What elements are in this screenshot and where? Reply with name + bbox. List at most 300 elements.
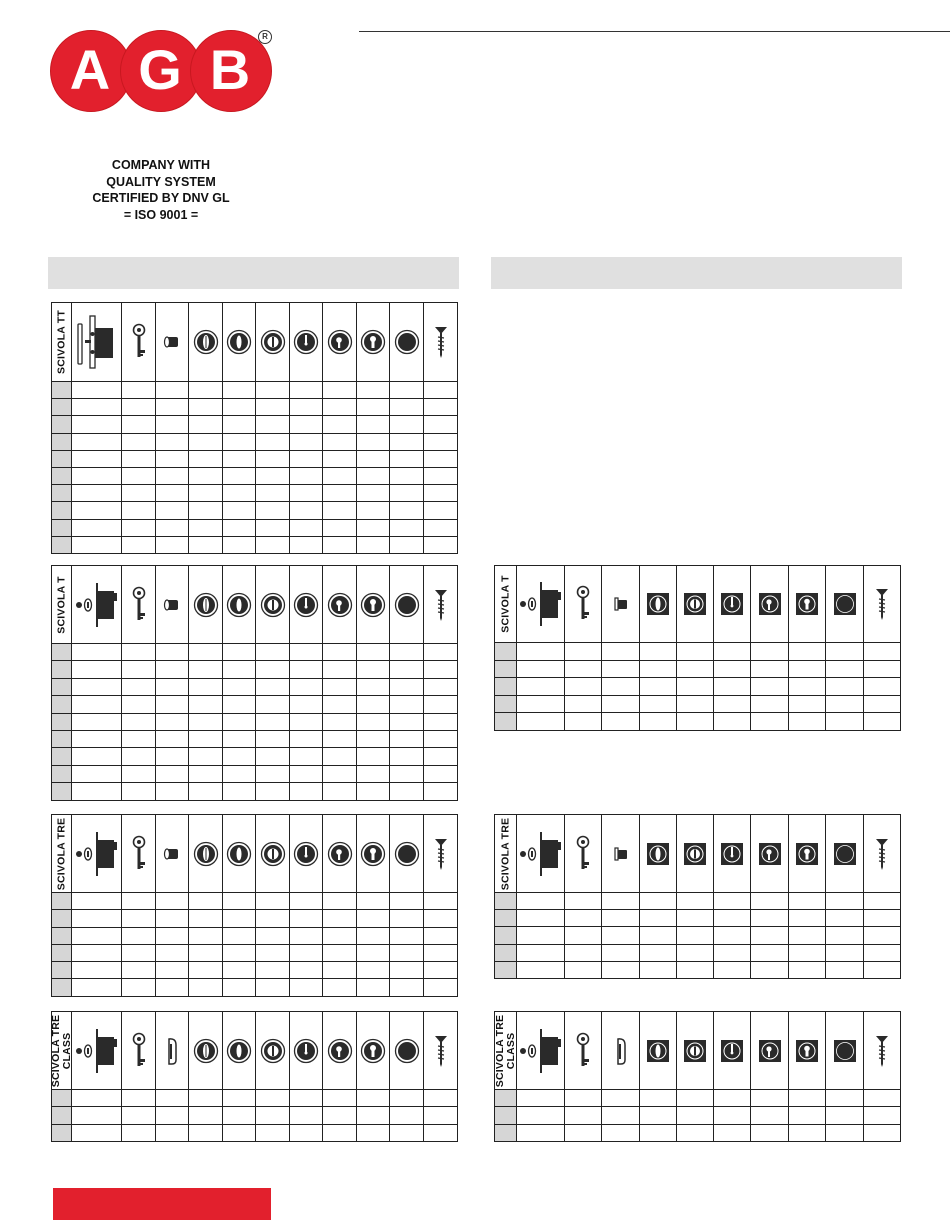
table-cell <box>714 1107 751 1124</box>
table-cell <box>189 1124 223 1141</box>
table-cell <box>72 962 122 979</box>
table-cell <box>323 450 357 467</box>
table-row <box>52 399 458 416</box>
table-cell <box>256 416 290 433</box>
table-cell <box>602 1124 640 1141</box>
table-cell <box>357 979 390 996</box>
table-cell <box>517 893 565 910</box>
right-section-band <box>491 257 902 289</box>
table-cell <box>424 1124 458 1141</box>
table-row <box>52 730 458 747</box>
table-header-row <box>52 303 458 382</box>
table-cell <box>826 660 864 678</box>
table-cell <box>424 1090 458 1107</box>
table-cell <box>223 944 256 961</box>
table-cell <box>424 730 458 747</box>
table-cell <box>323 944 357 961</box>
table-cell <box>357 382 390 399</box>
table-cell <box>256 644 290 661</box>
table-cell <box>357 485 390 502</box>
table-cell <box>677 910 714 927</box>
table-cell <box>864 1090 901 1107</box>
row-marker-cell <box>52 502 72 519</box>
table-cell <box>323 678 357 695</box>
table-cell <box>424 893 458 910</box>
table-cell <box>189 382 223 399</box>
table-cell <box>826 927 864 944</box>
table-cell <box>323 713 357 730</box>
table-cell <box>826 893 864 910</box>
table-cell <box>156 450 189 467</box>
table-cell <box>290 678 323 695</box>
row-marker-cell <box>52 748 72 765</box>
table-cell <box>357 644 390 661</box>
table-cell <box>390 944 424 961</box>
table-row <box>495 660 901 678</box>
cert-line: QUALITY SYSTEM <box>106 174 216 189</box>
table-cell <box>256 783 290 800</box>
table-cell <box>323 467 357 484</box>
row-marker-cell <box>495 961 517 978</box>
table-cell <box>156 696 189 713</box>
table-product-label: SCIVOLA TRE CLASS <box>493 1014 517 1087</box>
table-cell <box>156 1107 189 1124</box>
table-cell <box>357 519 390 536</box>
table-cell <box>565 713 602 731</box>
table-cell <box>517 1090 565 1107</box>
table-cell <box>602 713 640 731</box>
table-cell <box>390 910 424 927</box>
table-row <box>52 713 458 730</box>
row-marker-cell <box>52 730 72 747</box>
table-cell <box>864 1107 901 1124</box>
table-cell <box>677 660 714 678</box>
table-cell <box>323 519 357 536</box>
table-cell <box>256 467 290 484</box>
table-cell <box>256 730 290 747</box>
square-wc-thumbturn-icon <box>640 815 677 893</box>
table-cell <box>424 713 458 730</box>
table-cell <box>72 536 122 553</box>
table-cell <box>357 678 390 695</box>
table-cell <box>223 433 256 450</box>
table-cell <box>864 927 901 944</box>
table-cell <box>223 382 256 399</box>
square-wc-thumbturn-icon <box>640 566 677 643</box>
square-blank-icon <box>826 815 864 893</box>
table-cell <box>602 695 640 713</box>
key-icon <box>122 303 156 382</box>
key-icon <box>122 1012 156 1090</box>
table-label-cell <box>52 303 72 382</box>
table-cell <box>290 536 323 553</box>
lock-t-icon <box>72 1012 122 1090</box>
table-cell <box>751 893 789 910</box>
table-cell <box>223 536 256 553</box>
table-cell <box>189 927 223 944</box>
table-cell <box>256 382 290 399</box>
table-cell <box>290 485 323 502</box>
round-euro-cylinder-icon <box>357 1012 390 1090</box>
table-cell <box>826 643 864 661</box>
table-row <box>52 661 458 678</box>
table-product-label: SCIVOLA TRE <box>499 817 511 890</box>
table-cell <box>323 783 357 800</box>
row-marker-cell <box>495 944 517 961</box>
table-cell <box>714 927 751 944</box>
row-marker-cell <box>495 643 517 661</box>
table-cell <box>156 783 189 800</box>
table-cell <box>565 927 602 944</box>
table-cell <box>677 944 714 961</box>
table-cell <box>390 467 424 484</box>
table-row <box>52 944 458 961</box>
table-cell <box>357 783 390 800</box>
table-cell <box>223 467 256 484</box>
table-cell <box>256 893 290 910</box>
table-cell <box>864 660 901 678</box>
table-cell <box>323 416 357 433</box>
table-row <box>52 1124 458 1141</box>
round-euro-cylinder-icon <box>357 815 390 893</box>
table-cell <box>256 748 290 765</box>
table-cell <box>189 678 223 695</box>
row-marker-cell <box>52 765 72 782</box>
table-cell <box>357 450 390 467</box>
table-cell <box>122 433 156 450</box>
table-cell <box>424 678 458 695</box>
table-cell <box>714 944 751 961</box>
table-row <box>495 927 901 944</box>
table-cell <box>424 962 458 979</box>
table-cell <box>256 661 290 678</box>
screw-icon <box>864 1012 901 1090</box>
lock-t-icon <box>517 566 565 643</box>
table-cell <box>357 399 390 416</box>
table-cell <box>517 961 565 978</box>
table-cell <box>290 962 323 979</box>
row-marker-cell <box>52 944 72 961</box>
table-cell <box>677 1090 714 1107</box>
table-cell <box>323 382 357 399</box>
table-cell <box>189 644 223 661</box>
table-product-label: SCIVOLA TRE <box>55 817 67 890</box>
table-cell <box>156 910 189 927</box>
table-cell <box>714 678 751 696</box>
round-emergency-release-icon <box>223 815 256 893</box>
table-cell <box>424 485 458 502</box>
table-cell <box>189 783 223 800</box>
square-euro-cylinder-icon <box>789 1012 826 1090</box>
square-euro-cylinder-icon <box>789 815 826 893</box>
table-cell <box>677 713 714 731</box>
table-cell <box>390 1090 424 1107</box>
table-cell <box>864 944 901 961</box>
table-cell <box>223 1124 256 1141</box>
table-cell <box>223 748 256 765</box>
table-cell <box>122 382 156 399</box>
table-cell <box>864 910 901 927</box>
table-cell <box>357 502 390 519</box>
table-cell <box>256 519 290 536</box>
table-row <box>495 961 901 978</box>
table-cell <box>390 382 424 399</box>
table-cell <box>751 944 789 961</box>
table-cell <box>424 927 458 944</box>
table-cell <box>390 399 424 416</box>
table-cell <box>789 678 826 696</box>
table-label-cell <box>495 566 517 643</box>
table-cell <box>323 1124 357 1141</box>
table-cell <box>640 678 677 696</box>
table-cell <box>156 1124 189 1141</box>
right-3-table <box>494 1011 901 1142</box>
square-recessed-turn-icon <box>677 815 714 893</box>
row-marker-cell <box>52 644 72 661</box>
round-blank-icon <box>390 1012 424 1090</box>
round-wc-thumbturn-icon <box>189 566 223 644</box>
table-cell <box>602 643 640 661</box>
table-cell <box>424 783 458 800</box>
table-row <box>52 467 458 484</box>
table-cell <box>122 416 156 433</box>
row-marker-cell <box>52 485 72 502</box>
table-cell <box>826 713 864 731</box>
table-cell <box>223 927 256 944</box>
table-cell <box>864 1124 901 1141</box>
table-cell <box>357 416 390 433</box>
table-row <box>495 1090 901 1107</box>
square-patent-key-icon <box>714 815 751 893</box>
table-cell <box>714 660 751 678</box>
table-cell <box>122 536 156 553</box>
table-cell <box>122 450 156 467</box>
lock-t-icon <box>517 1012 565 1090</box>
table-cell <box>864 893 901 910</box>
row-marker-cell <box>52 979 72 996</box>
table-cell <box>357 696 390 713</box>
key-icon <box>122 815 156 893</box>
table-cell <box>189 910 223 927</box>
table-cell <box>256 399 290 416</box>
table-cell <box>72 1107 122 1124</box>
round-patent-key-icon <box>290 303 323 382</box>
table-cell <box>517 678 565 696</box>
table-cell <box>223 696 256 713</box>
table-cell <box>517 927 565 944</box>
row-marker-cell <box>52 467 72 484</box>
table-cell <box>424 382 458 399</box>
table-cell <box>256 713 290 730</box>
table-cell <box>424 696 458 713</box>
table-cell <box>156 893 189 910</box>
top-rule <box>359 31 950 32</box>
table-cell <box>223 1107 256 1124</box>
table-cell <box>602 944 640 961</box>
table-cell <box>290 713 323 730</box>
table-cell <box>751 961 789 978</box>
table-cell <box>72 678 122 695</box>
table-cell <box>189 1107 223 1124</box>
table-cell <box>223 765 256 782</box>
table-cell <box>789 643 826 661</box>
table-cell <box>751 695 789 713</box>
table-cell <box>751 1107 789 1124</box>
table-cell <box>189 730 223 747</box>
table-cell <box>565 1107 602 1124</box>
table-cell <box>677 695 714 713</box>
table-cell <box>357 1090 390 1107</box>
table-cell <box>424 944 458 961</box>
table-cell <box>826 678 864 696</box>
lock-tt-icon <box>72 303 122 382</box>
table-cell <box>290 730 323 747</box>
round-emergency-release-icon <box>223 1012 256 1090</box>
table-cell <box>390 678 424 695</box>
table-cell <box>122 765 156 782</box>
table-cell <box>156 962 189 979</box>
table-cell <box>357 1124 390 1141</box>
table-cell <box>72 944 122 961</box>
table-cell <box>290 1107 323 1124</box>
table-row <box>495 713 901 731</box>
table-cell <box>390 536 424 553</box>
table-cell <box>72 644 122 661</box>
table-cell <box>323 536 357 553</box>
row-marker-cell <box>52 713 72 730</box>
table-cell <box>390 416 424 433</box>
table-cell <box>517 643 565 661</box>
row-marker-cell <box>495 695 517 713</box>
table-cell <box>751 678 789 696</box>
table-cell <box>517 1124 565 1141</box>
square-euro-cylinder-icon <box>789 566 826 643</box>
row-marker-cell <box>495 1107 517 1124</box>
table-cell <box>189 765 223 782</box>
table-cell <box>223 399 256 416</box>
table-cell <box>826 1090 864 1107</box>
row-marker-cell <box>52 910 72 927</box>
table-cell <box>602 678 640 696</box>
table-row <box>52 536 458 553</box>
pull-handle-icon <box>602 1012 640 1090</box>
table-cell <box>714 713 751 731</box>
table-cell <box>751 1124 789 1141</box>
table-cell <box>290 783 323 800</box>
table-cell <box>517 660 565 678</box>
table-cell <box>390 927 424 944</box>
table-cell <box>256 765 290 782</box>
cylinder-icon <box>156 815 189 893</box>
table-cell <box>122 485 156 502</box>
table-cell <box>424 910 458 927</box>
table-cell <box>357 893 390 910</box>
table-row <box>52 696 458 713</box>
table-cell <box>156 713 189 730</box>
table-cell <box>789 1124 826 1141</box>
table-cell <box>256 678 290 695</box>
table-cell <box>390 748 424 765</box>
flush-pull-icon <box>602 815 640 893</box>
table-row <box>495 893 901 910</box>
table-row <box>52 765 458 782</box>
round-patent-key-icon <box>290 1012 323 1090</box>
table-cell <box>290 765 323 782</box>
table-cell <box>290 382 323 399</box>
table-product-label: SCIVOLA T <box>55 575 67 634</box>
table-cell <box>256 1090 290 1107</box>
table-row <box>495 678 901 696</box>
table-cell <box>424 502 458 519</box>
table-cell <box>72 467 122 484</box>
square-bathroom-key-icon <box>751 566 789 643</box>
table-cell <box>424 765 458 782</box>
table-cell <box>189 450 223 467</box>
table-cell <box>189 399 223 416</box>
table-cell <box>290 944 323 961</box>
table-cell <box>122 1124 156 1141</box>
round-patent-key-icon <box>290 566 323 644</box>
table-cell <box>424 450 458 467</box>
table-cell <box>602 910 640 927</box>
screw-icon <box>424 1012 458 1090</box>
table-cell <box>290 450 323 467</box>
table-cell <box>156 748 189 765</box>
table-cell <box>189 661 223 678</box>
table-cell <box>156 416 189 433</box>
table-cell <box>323 502 357 519</box>
table-cell <box>223 416 256 433</box>
round-recessed-turn-icon <box>256 303 290 382</box>
table-cell <box>189 748 223 765</box>
table-cell <box>424 661 458 678</box>
table-cell <box>390 979 424 996</box>
table-row <box>52 927 458 944</box>
table-cell <box>357 1107 390 1124</box>
table-cell <box>290 416 323 433</box>
table-cell <box>424 644 458 661</box>
table-cell <box>789 893 826 910</box>
round-emergency-release-icon <box>223 566 256 644</box>
table-product-label: SCIVOLA TT <box>55 309 67 375</box>
table-cell <box>156 536 189 553</box>
round-recessed-turn-icon <box>256 1012 290 1090</box>
round-wc-thumbturn-icon <box>189 303 223 382</box>
key-icon <box>565 815 602 893</box>
table-cell <box>390 1124 424 1141</box>
square-blank-icon <box>826 1012 864 1090</box>
lock-t-icon <box>72 815 122 893</box>
table-header-row <box>495 815 901 893</box>
round-blank-icon <box>390 303 424 382</box>
table-cell <box>640 910 677 927</box>
square-recessed-turn-icon <box>677 1012 714 1090</box>
square-blank-icon <box>826 566 864 643</box>
table-cell <box>357 910 390 927</box>
round-wc-thumbturn-icon <box>189 1012 223 1090</box>
table-cell <box>714 1124 751 1141</box>
table-cell <box>357 927 390 944</box>
row-marker-cell <box>495 927 517 944</box>
table-row <box>52 893 458 910</box>
table-cell <box>323 910 357 927</box>
table-cell <box>223 979 256 996</box>
row-marker-cell <box>52 1107 72 1124</box>
table-cell <box>256 433 290 450</box>
table-cell <box>390 730 424 747</box>
table-cell <box>156 644 189 661</box>
table-cell <box>156 678 189 695</box>
